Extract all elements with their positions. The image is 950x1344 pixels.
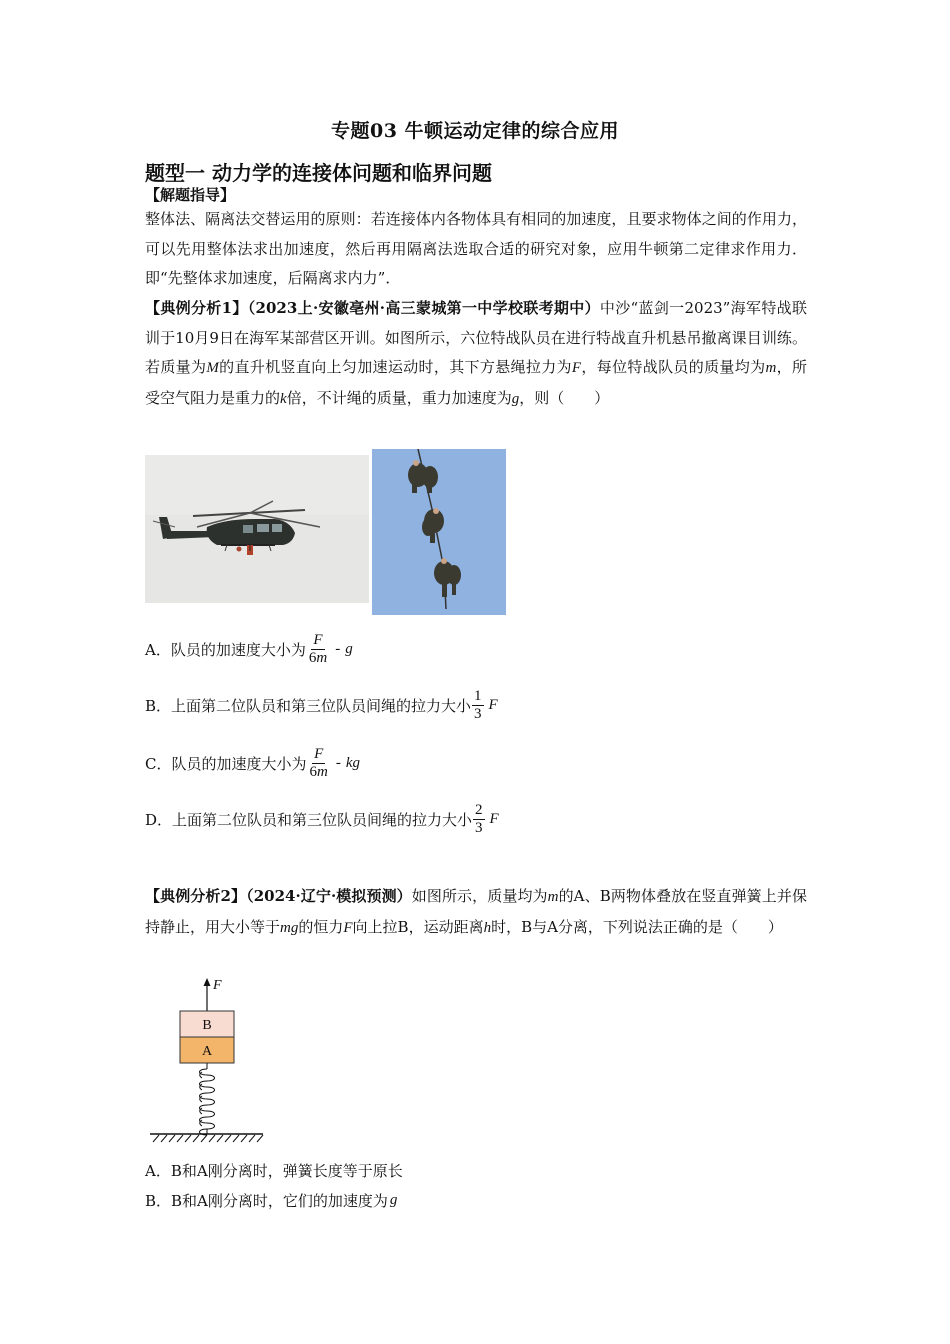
- example1-label: 【典例分析1】: [145, 299, 248, 317]
- var-F: F: [571, 360, 582, 376]
- var-h: h: [483, 919, 492, 936]
- den-variable: m: [316, 764, 328, 780]
- fraction-numerator: 1: [474, 688, 482, 704]
- example2-source: （2024·辽宁·模拟预测）: [246, 887, 412, 905]
- helicopter-photo: [145, 455, 369, 603]
- block-a-label: A: [201, 1044, 213, 1059]
- example1-option-a: [145, 632, 353, 667]
- fraction: [307, 746, 329, 781]
- var-m: m: [765, 360, 777, 376]
- var-F: F: [343, 919, 353, 936]
- example2-text: 向上拉B，运动距离: [352, 917, 484, 936]
- var-M: M: [206, 360, 219, 376]
- spring-block-diagram: [145, 975, 270, 1145]
- option-text: A．B和A刚分离时，弹簧长度等于原长: [145, 1162, 403, 1180]
- option-text: B．上面第二位队员和第三位队员间绳的拉力大小: [145, 697, 472, 715]
- fraction-numerator: F: [313, 632, 323, 648]
- example2-text: 如图所示，质量均为: [411, 887, 548, 905]
- example2-text: 的A、B两物体叠放在竖直弹簧上并保持静止，用大小等于: [145, 887, 807, 936]
- example2-option-b: [145, 1190, 397, 1211]
- example1-text: ，则（ ）: [519, 388, 610, 407]
- example1-text: 的直升机竖直向上匀加速运动时，其下方悬绳拉力为: [218, 358, 572, 376]
- example1-text: 倍，不计绳的质量，重力加速度为: [286, 388, 512, 407]
- example1-text: ，每位特战队员的质量均为: [581, 358, 766, 376]
- example1-paragraph: [145, 294, 807, 414]
- example2-option-a: [145, 1160, 403, 1181]
- option-tail: kg: [345, 755, 360, 771]
- fraction: [472, 688, 484, 723]
- guide-paragraph: 整体法、隔离法交替运用的原则：若连接体内各物体具有相同的加速度，且要求物体之间的作用力，可以先用整体法求出加速度，然后再用隔离法选取合适的研究对象，应用牛顿第二定律求作用力．即“先整体求加速度，后隔离求内力”．: [145, 210, 807, 287]
- fraction-numerator: F: [314, 746, 324, 762]
- block-b-label: B: [202, 1018, 212, 1033]
- option-tail: F: [488, 697, 498, 713]
- soldiers-photo: [372, 449, 506, 615]
- option-tail: g: [345, 641, 353, 657]
- var-m: m: [547, 889, 559, 905]
- force-arrowhead: [204, 978, 211, 986]
- option-text: C．队员的加速度大小为: [145, 755, 307, 773]
- fraction-denominator: [307, 650, 329, 667]
- example1-option-b: [145, 688, 498, 723]
- option-tail: F: [489, 811, 499, 827]
- option-text: D．上面第二位队员和第三位队员间绳的拉力大小: [145, 811, 473, 829]
- example1-option-c: [145, 746, 360, 781]
- section-heading: 题型一 动力学的连接体问题和临界问题: [145, 161, 492, 185]
- fraction: [307, 632, 329, 667]
- option-tail: g: [389, 1192, 398, 1208]
- option-text: B．B和A刚分离时，它们的加速度为: [145, 1192, 388, 1210]
- fraction-denominator: 3: [474, 706, 482, 722]
- example2-label: 【典例分析2】: [145, 887, 247, 905]
- example2-text: 的恒力: [298, 917, 344, 936]
- example1-text: 中沙“蓝剑一2023”海军特战联训于10月9日在海军某部营区开训。如图所示，六位特战队员在进行特战直升机悬吊撤离课目训练。若质量为: [145, 299, 807, 376]
- var-mg: mg: [280, 919, 299, 936]
- den-number: 6: [308, 650, 317, 666]
- fraction-denominator: [307, 764, 329, 781]
- den-variable: m: [316, 650, 328, 666]
- example2-text: 时，B与A分离，下列说法正确的是（ ）: [491, 917, 783, 936]
- fraction-denominator: 3: [475, 820, 483, 836]
- minus-sign: -: [335, 641, 341, 657]
- option-text: A．队员的加速度大小为: [145, 641, 306, 659]
- fraction-numerator: 2: [475, 802, 483, 818]
- example2-paragraph: [145, 882, 807, 943]
- example1-text: ，所受空气阻力是重力的: [145, 358, 807, 407]
- fraction: [473, 802, 485, 837]
- var-g: g: [511, 390, 520, 407]
- den-number: 6: [309, 764, 317, 780]
- var-k: k: [280, 390, 287, 407]
- minus-sign: -: [335, 755, 341, 771]
- page-title: 专题03 牛顿运动定律的综合应用: [330, 120, 620, 142]
- guide-label: 【解题指导】: [145, 186, 236, 204]
- example1-option-d: [145, 802, 499, 837]
- example1-source: （2023上·安徽亳州·高三蒙城第一中学校联考期中）: [247, 299, 600, 317]
- force-label: F: [213, 978, 222, 993]
- ground-hatch: [153, 1135, 263, 1142]
